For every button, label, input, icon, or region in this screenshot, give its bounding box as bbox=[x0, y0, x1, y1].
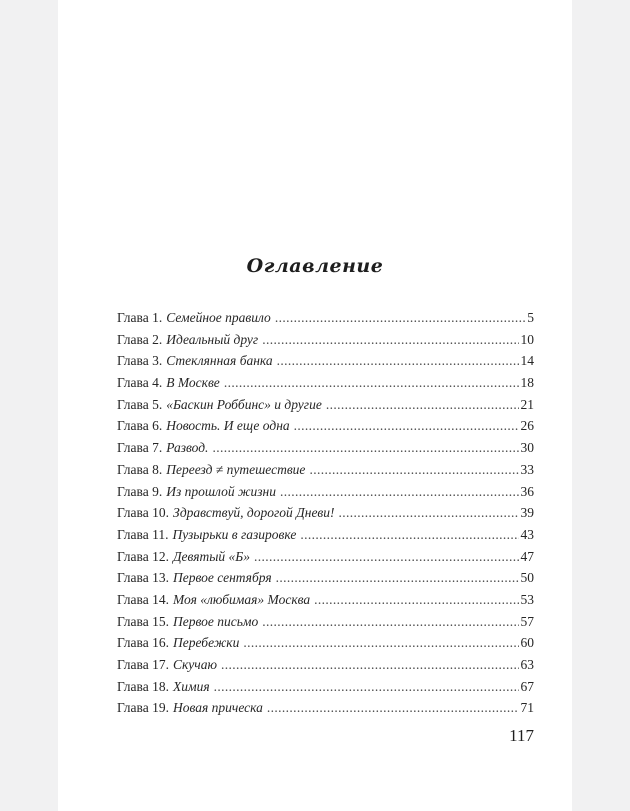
toc-entry bbox=[117, 635, 534, 657]
chapter-page-number: 67 bbox=[520, 678, 534, 694]
dot-leader bbox=[221, 657, 519, 673]
toc-entry bbox=[117, 375, 534, 397]
chapter-label: Глава 1. bbox=[117, 310, 163, 325]
chapter-title: Первое сентября bbox=[172, 570, 272, 586]
chapter-label: Глава 18. bbox=[117, 678, 169, 694]
toc-entry bbox=[117, 462, 534, 484]
chapter-label: Глава 8. bbox=[117, 461, 163, 477]
chapter-page-number: 53 bbox=[520, 591, 534, 607]
dot-leader bbox=[224, 375, 519, 391]
dot-leader bbox=[314, 592, 518, 608]
chapter-label: Глава 4. bbox=[117, 375, 163, 391]
chapter-page-number: 47 bbox=[520, 548, 534, 564]
chapter-page-number: 60 bbox=[520, 635, 534, 651]
chapter-title: Новая прическа bbox=[172, 700, 263, 716]
chapter-page-number: 30 bbox=[520, 440, 534, 456]
chapter-label: Глава 13. bbox=[117, 570, 169, 586]
chapter-title: Девятый «Б» bbox=[172, 548, 250, 564]
chapter-label: Глава 17. bbox=[117, 657, 169, 672]
dot-leader bbox=[262, 614, 518, 630]
book-page bbox=[58, 0, 572, 811]
toc-entry bbox=[117, 592, 534, 614]
toc-entry bbox=[117, 484, 534, 506]
chapter-page-number: 18 bbox=[520, 375, 534, 391]
chapter-title: Идеальный друг bbox=[166, 331, 259, 347]
chapter-title: Химия bbox=[172, 678, 210, 694]
chapter-label: Глава 6. bbox=[117, 418, 163, 434]
chapter-page-number: 63 bbox=[520, 657, 534, 672]
chapter-label: Глава 12. bbox=[117, 548, 169, 564]
chapter-page-number: 33 bbox=[520, 461, 534, 477]
chapter-label: Глава 16. bbox=[117, 635, 169, 651]
dot-leader bbox=[280, 484, 519, 500]
chapter-title: В Москве bbox=[166, 375, 220, 391]
toc-entry bbox=[117, 353, 534, 375]
dot-leader bbox=[309, 462, 518, 478]
chapter-page-number: 10 bbox=[520, 331, 534, 347]
toc-entry bbox=[117, 679, 534, 701]
toc-entry bbox=[117, 397, 534, 419]
chapter-title: Новость. И еще одна bbox=[166, 418, 290, 434]
chapter-title: Пузырьки в газировке bbox=[172, 526, 297, 542]
chapter-title: Скучаю bbox=[172, 657, 217, 672]
chapter-page-number: 14 bbox=[520, 353, 534, 369]
chapter-title: Первое письмо bbox=[172, 613, 259, 629]
chapter-label: Глава 7. bbox=[117, 440, 163, 456]
chapter-title: Из прошлой жизни bbox=[166, 483, 276, 499]
chapter-page-number: 26 bbox=[520, 418, 534, 434]
toc-entry bbox=[117, 549, 534, 571]
page-number: 117 bbox=[509, 726, 534, 745]
dot-leader bbox=[243, 635, 518, 651]
chapter-label: Глава 2. bbox=[117, 331, 163, 347]
chapter-label: Глава 15. bbox=[117, 613, 169, 629]
chapter-title: Здравствуй, дорогой Дневи! bbox=[172, 505, 335, 521]
chapter-label: Глава 19. bbox=[117, 700, 169, 716]
chapter-label: Глава 5. bbox=[117, 396, 163, 412]
toc-entry bbox=[117, 570, 534, 592]
toc-title: Оглавление bbox=[246, 255, 384, 277]
dot-leader bbox=[300, 527, 518, 543]
toc-entry bbox=[117, 332, 534, 354]
chapter-title: Развод. bbox=[166, 440, 209, 456]
toc-entry bbox=[117, 310, 534, 332]
chapter-label: Глава 3. bbox=[117, 353, 163, 369]
chapter-page-number: 50 bbox=[520, 570, 534, 586]
chapter-label: Глава 11. bbox=[117, 526, 169, 542]
toc-entry bbox=[117, 657, 534, 679]
toc-entry bbox=[117, 614, 534, 636]
chapter-label: Глава 9. bbox=[117, 483, 163, 499]
chapter-title: Переезд ≠ путешествие bbox=[166, 461, 306, 477]
chapter-title: Моя «любимая» Москва bbox=[172, 591, 311, 607]
chapter-page-number: 57 bbox=[520, 613, 534, 629]
toc-list bbox=[117, 310, 534, 722]
dot-leader bbox=[254, 549, 519, 565]
dot-leader bbox=[294, 418, 519, 434]
chapter-page-number: 5 bbox=[527, 310, 534, 325]
chapter-title: «Баскин Роббинс» и другие bbox=[166, 396, 322, 412]
dot-leader bbox=[326, 397, 519, 413]
dot-leader bbox=[212, 440, 518, 456]
dot-leader bbox=[276, 570, 519, 586]
chapter-title: Стеклянная банка bbox=[166, 353, 273, 369]
dot-leader bbox=[277, 353, 519, 369]
chapter-page-number: 71 bbox=[520, 700, 534, 716]
dot-leader bbox=[339, 505, 519, 521]
toc-entry bbox=[117, 440, 534, 462]
chapter-page-number: 36 bbox=[520, 483, 534, 499]
chapter-page-number: 43 bbox=[520, 526, 534, 542]
chapter-title: Семейное правило bbox=[166, 310, 271, 325]
chapter-label: Глава 10. bbox=[117, 505, 169, 521]
toc-entry bbox=[117, 505, 534, 527]
toc-entry bbox=[117, 700, 534, 722]
chapter-label: Глава 14. bbox=[117, 591, 169, 607]
dot-leader bbox=[267, 700, 519, 716]
dot-leader bbox=[275, 310, 525, 326]
chapter-page-number: 39 bbox=[520, 505, 534, 521]
toc-entry bbox=[117, 418, 534, 440]
dot-leader bbox=[262, 332, 518, 348]
chapter-page-number: 21 bbox=[520, 396, 534, 412]
chapter-title: Перебежки bbox=[172, 635, 240, 651]
dot-leader bbox=[214, 679, 519, 695]
toc-entry bbox=[117, 527, 534, 549]
